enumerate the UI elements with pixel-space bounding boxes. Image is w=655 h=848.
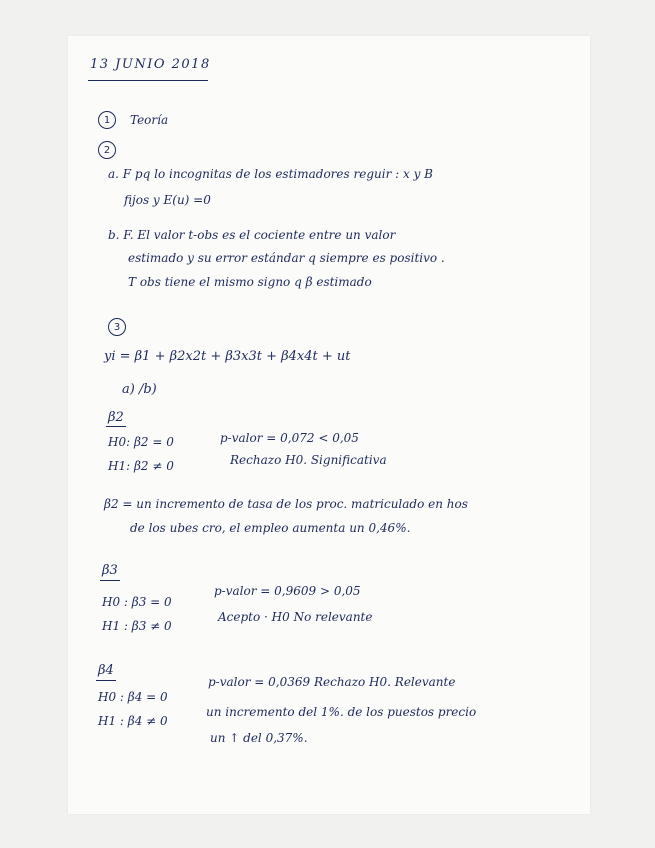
parts-a-b-label: a) /b)	[122, 382, 157, 397]
beta2-label: β2	[108, 410, 124, 425]
beta4-interpretation-line2: un ↑ del 0,37%.	[210, 731, 308, 745]
beta3-decision: Acepto · H0 No relevante	[218, 610, 373, 624]
beta3-h0: H0 : β3 = 0	[102, 595, 172, 609]
beta3-pvalue: p-valor = 0,9609 > 0,05	[214, 584, 361, 598]
beta3-h1: H1 : β3 ≠ 0	[102, 619, 172, 633]
beta2-h1: H1: β2 ≠ 0	[108, 459, 174, 473]
date-underline	[88, 80, 208, 81]
answer-2b-line1: b. F. El valor t-obs es el cociente entre un valor	[108, 228, 396, 242]
answer-2a-line1: a. F pq lo incognitas de los estimadores reguir : x y B	[108, 167, 433, 181]
beta4-h1: H1 : β4 ≠ 0	[98, 714, 168, 728]
beta2-decision: Rechazo H0. Significativa	[230, 453, 387, 467]
beta2-h0: H0: β2 = 0	[108, 435, 174, 449]
question-1-number: 1	[98, 111, 116, 129]
beta4-h0: H0 : β4 = 0	[98, 690, 168, 704]
beta4-interpretation-line1: un incremento del 1%. de los puestos precio	[206, 705, 477, 719]
date-heading: 13 JUNIO 2018	[90, 57, 211, 72]
beta2-interpretation-line1: β2 = un incremento de tasa de los proc. matriculado en hos	[104, 497, 468, 511]
question-1-text: Teoría	[130, 113, 169, 127]
beta2-underline	[106, 426, 126, 427]
bleed-through-text	[368, 80, 371, 90]
question-2-number: 2	[98, 141, 116, 159]
beta4-label: β4	[98, 663, 114, 678]
regression-model: yi = β1 + β2x2t + β3x3t + β4x4t + ut	[104, 349, 351, 364]
answer-2b-line3: T obs tiene el mismo signo q β estimado	[128, 275, 372, 289]
beta3-label: β3	[102, 563, 118, 578]
beta3-underline	[100, 580, 120, 581]
beta2-interpretation-line2: de los ubes cro, el empleo aumenta un 0,46%.	[130, 521, 411, 535]
answer-2a-line2: fijos y E(u) =0	[124, 193, 211, 207]
beta4-pvalue-decision: p-valor = 0,0369 Rechazo H0. Relevante	[208, 675, 456, 689]
beta2-pvalue: p-valor = 0,072 < 0,05	[220, 431, 359, 445]
question-3-number: 3	[108, 318, 126, 336]
answer-2b-line2: estimado y su error estándar q siempre es positivo .	[128, 251, 445, 265]
beta4-underline	[96, 680, 116, 681]
notebook-page	[68, 36, 590, 814]
